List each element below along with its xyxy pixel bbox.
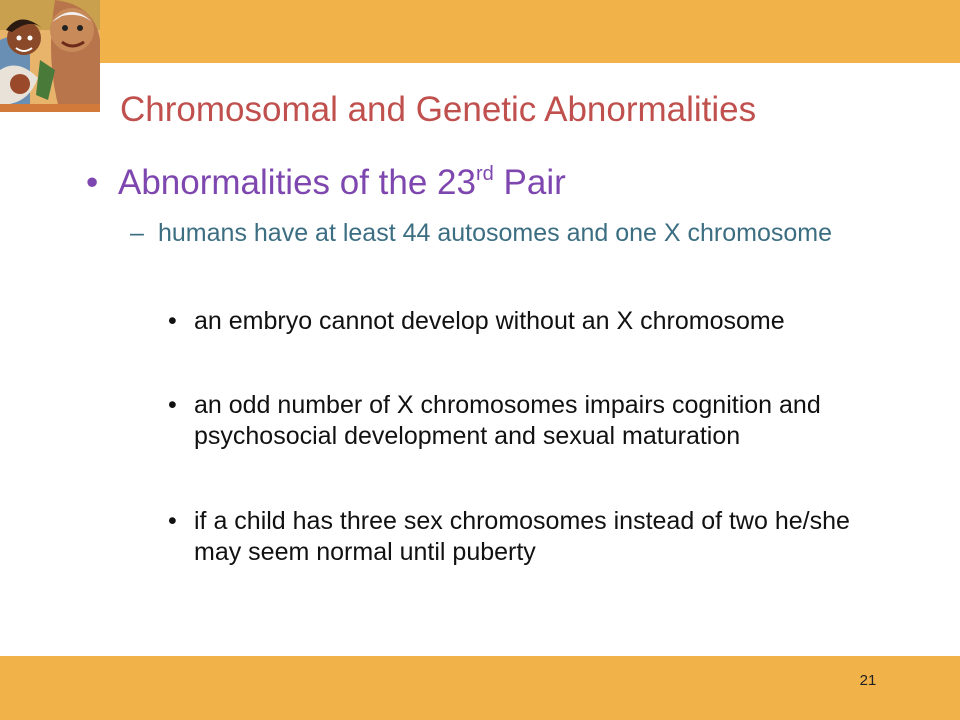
list-item-text: an odd number of X chromosomes impairs cognition and psychosocial development and sexual maturation [194, 391, 821, 450]
main-bullet-text-end: Pair [493, 163, 566, 202]
list-item-text: an embryo cannot develop without an X chromosome [194, 307, 785, 335]
footer-band [0, 656, 960, 720]
dash-marker: – [130, 219, 144, 247]
bullet-marker: • [168, 391, 177, 419]
bullet-marker: • [168, 307, 177, 335]
main-bullet [86, 162, 886, 204]
bullet-marker: • [86, 163, 99, 202]
slide-title: Chromosomal and Genetic Abnormalities [120, 90, 757, 129]
main-bullet-text: Abnormalities of the 23 [118, 163, 476, 202]
ordinal-superscript: rd [475, 163, 494, 185]
bullet-marker: • [168, 507, 177, 535]
list-item-text: if a child has three sex chromosomes instead of two he/she may seem normal until puberty [194, 507, 850, 566]
header-band [0, 0, 960, 63]
sub-bullet-text: humans have at least 44 autosomes and one X chromosome [158, 219, 833, 247]
page-number: 21 [859, 672, 877, 689]
family-illustration-icon [0, 0, 100, 112]
